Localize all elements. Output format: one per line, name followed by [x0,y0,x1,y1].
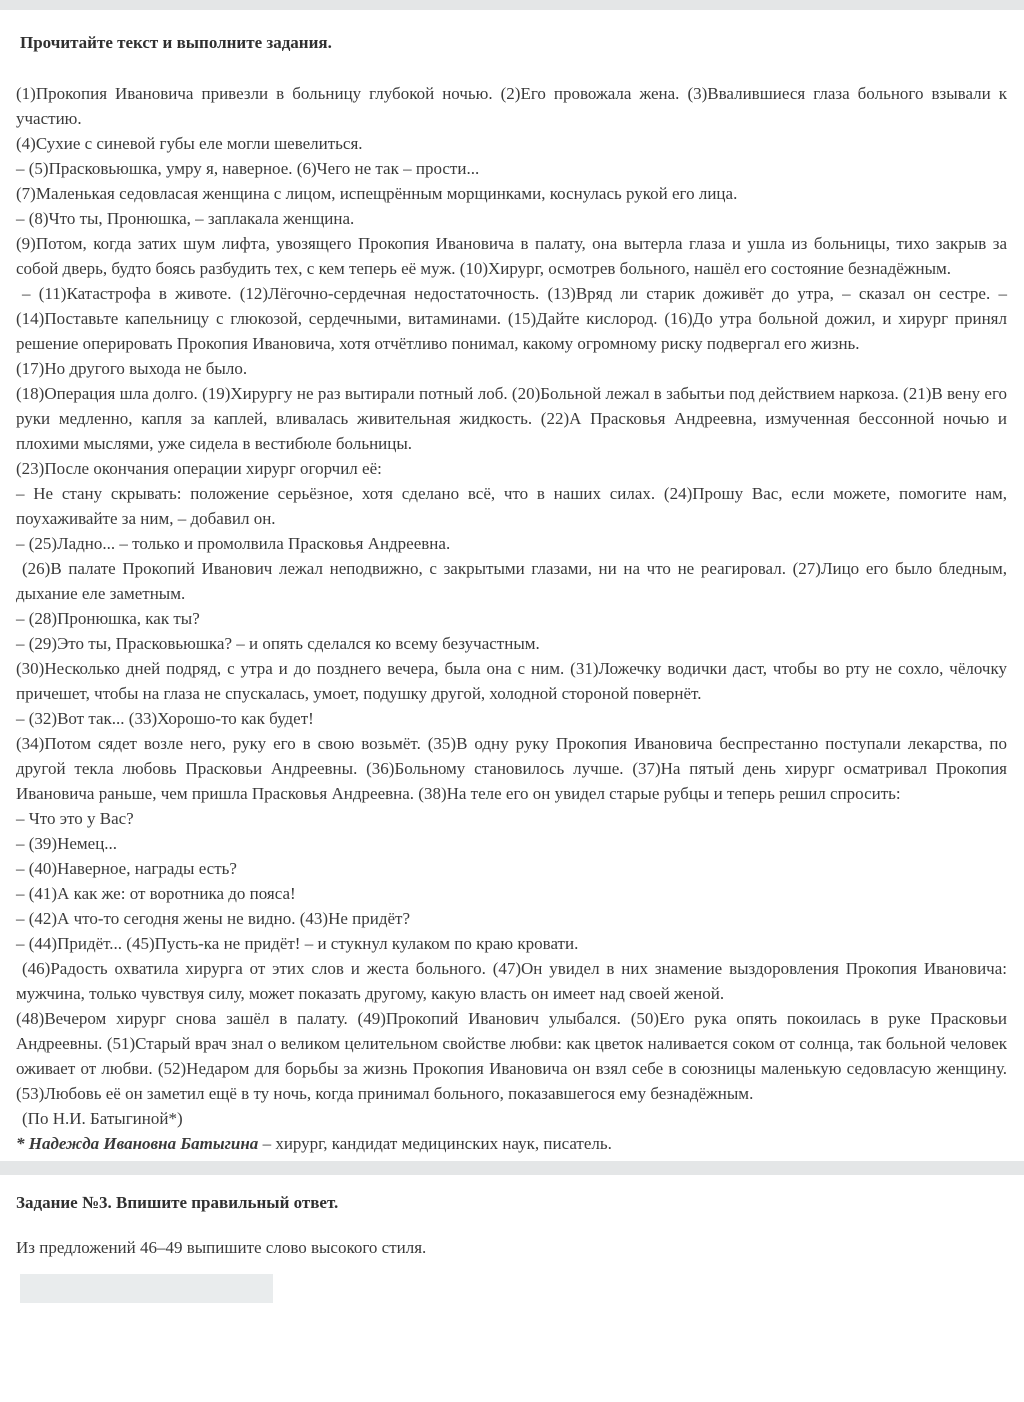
answer-input[interactable] [20,1274,273,1303]
footnote [16,1131,1007,1156]
text-paragraph: – (40)Наверное, награды есть? [16,859,237,878]
top-divider-bar [0,0,1024,10]
text-paragraph: – (11)Катастрофа в животе. (12)Лёгочно-сердечная недостаточность. (13)Вряд ли старик доживёт до утра, – сказал он сестре. – (14)Поставьте капельницу с глюкозой, сердечными, витаминами. (15)Дайте кислород. (16)До утра больной дожил, и хирург принял решение оперировать Прокопия Ивановича, хотя отчётливо понимал, какому огромному риску подвергал его жизнь. [16,284,1007,353]
text-paragraph: – (39)Немец... [16,834,118,853]
footnote-author: * Надежда Ивановна Батыгина [16,1134,259,1153]
text-paragraph: – Что это у Вас? [16,809,134,828]
text-paragraph: (17)Но другого выхода не было. [16,359,248,378]
text-paragraph: (23)После окончания операции хирург огорчил её: [16,459,382,478]
text-paragraph: (30)Несколько дней подряд, с утра и до позднего вечера, была она с ним. (31)Ложечку водички даст, чтобы во рту не сохло, чёлочку причешет, чтобы на глаза не спускалась, умоет, подушку другой, холодной стороной повернёт. [16,659,1007,703]
reading-text [16,81,1007,1131]
task-heading: Задание №3. Впишите правильный ответ. [16,1193,339,1212]
text-paragraph: (18)Операция шла долго. (19)Хирургу не раз вытирали потный лоб. (20)Больной лежал в забытьи под действием наркоза. (21)В вену его руки медленно, капля за каплей, вливалась живительная жидкость. (22)А Прасковья Андреевна, измученная бессонной ночью и плохими мыслями, уже сидела в вестибюле больницы. [16,384,1007,453]
text-paragraph: (По Н.И. Батыгиной*) [22,1109,183,1128]
task-section [0,1192,1024,1303]
text-paragraph: – (28)Пронюшка, как ты? [16,609,200,628]
text-paragraph: – (32)Вот так... (33)Хорошо-то как будет! [16,709,314,728]
instruction-heading: Прочитайте текст и выполните задания. [20,33,332,52]
text-paragraph: (26)В палате Прокопий Иванович лежал неподвижно, с закрытыми глазами, ни на что не реагировал. (27)Лицо его было бледным, дыхание еле заметным. [16,559,1007,603]
text-paragraph: (46)Радость охватила хирурга от этих слов и жеста больного. (47)Он увидел в них знамение выздоровления Прокопия Ивановича: мужчина, только чувствуя силу, может показать другому, какую власть он имеет над своей женой. [16,959,1007,1003]
text-paragraph: – Не стану скрывать: положение серьёзное, хотя сделано всё, что в наших силах. (24)Прошу Вас, если можете, помогите нам, поухаживайте за ним, – добавил он. [16,484,1007,528]
text-paragraph: – (44)Придёт... (45)Пусть-ка не придёт! – и стукнул кулаком по краю кровати. [16,934,579,953]
section-divider-bar [0,1161,1024,1175]
text-paragraph: (1)Прокопия Ивановича привезли в больницу глубокой ночью. (2)Его провожала жена. (3)Ввалившиеся глаза больного взывали к участию. [16,84,1007,128]
text-paragraph: – (25)Ладно... – только и промолвила Прасковья Андреевна. [16,534,451,553]
text-paragraph: – (8)Что ты, Пронюшка, – заплакала женщина. [16,209,355,228]
text-paragraph: – (41)А как же: от воротника до пояса! [16,884,296,903]
task-prompt: Из предложений 46–49 выпишите слово высокого стиля. [16,1238,427,1257]
reading-section [0,10,1024,1156]
text-paragraph: (9)Потом, когда затих шум лифта, увозящего Прокопия Ивановича в палату, она вытерла глаза и ушла из больницы, тихо закрыв за собой дверь, будто боясь разбудить тех, с кем теперь её муж. (10)Хирург, осмотрев больного, нашёл его состояние безнадёжным. [16,234,1007,278]
footnote-description: – хирург, кандидат медицинских наук, писатель. [258,1134,612,1153]
text-paragraph: (4)Сухие с синевой губы еле могли шевелиться. [16,134,363,153]
text-paragraph: – (5)Прасковьюшка, умру я, наверное. (6)Чего не так – прости... [16,159,480,178]
text-paragraph: – (42)А что-то сегодня жены не видно. (43)Не придёт? [16,909,411,928]
text-paragraph: (34)Потом сядет возле него, руку его в свою возьмёт. (35)В одну руку Прокопия Ивановича беспрестанно поступали лекарства, по другой текла любовь Прасковьи Андреевны. (36)Больному становилось лучше. (37)На пятый день хирург осматривал Прокопия Ивановича раньше, чем пришла Прасковья Андреевна. (38)На теле его он увидел старые рубцы и теперь решил спросить: [16,734,1007,803]
text-paragraph: (7)Маленькая седовласая женщина с лицом, испещрённым морщинками, коснулась рукой его лица. [16,184,738,203]
text-paragraph: (48)Вечером хирург снова зашёл в палату. (49)Прокопий Иванович улыбался. (50)Его рука опять покоилась в руке Прасковьи Андреевны. (51)Старый врач знал о великом целительном свойстве любви: как цветок наливается соком от солнца, так больной человек оживает от любви. (52)Недаром для борьбы за жизнь Прокопия Ивановича он взял себе в союзницы маленькую седовласую женщину. (53)Любовь её он заметил ещё в ту ночь, когда принимал больного, показавшегося ему безнадёжным. [16,1009,1007,1103]
text-paragraph: – (29)Это ты, Прасковьюшка? – и опять сделался ко всему безучастным. [16,634,540,653]
